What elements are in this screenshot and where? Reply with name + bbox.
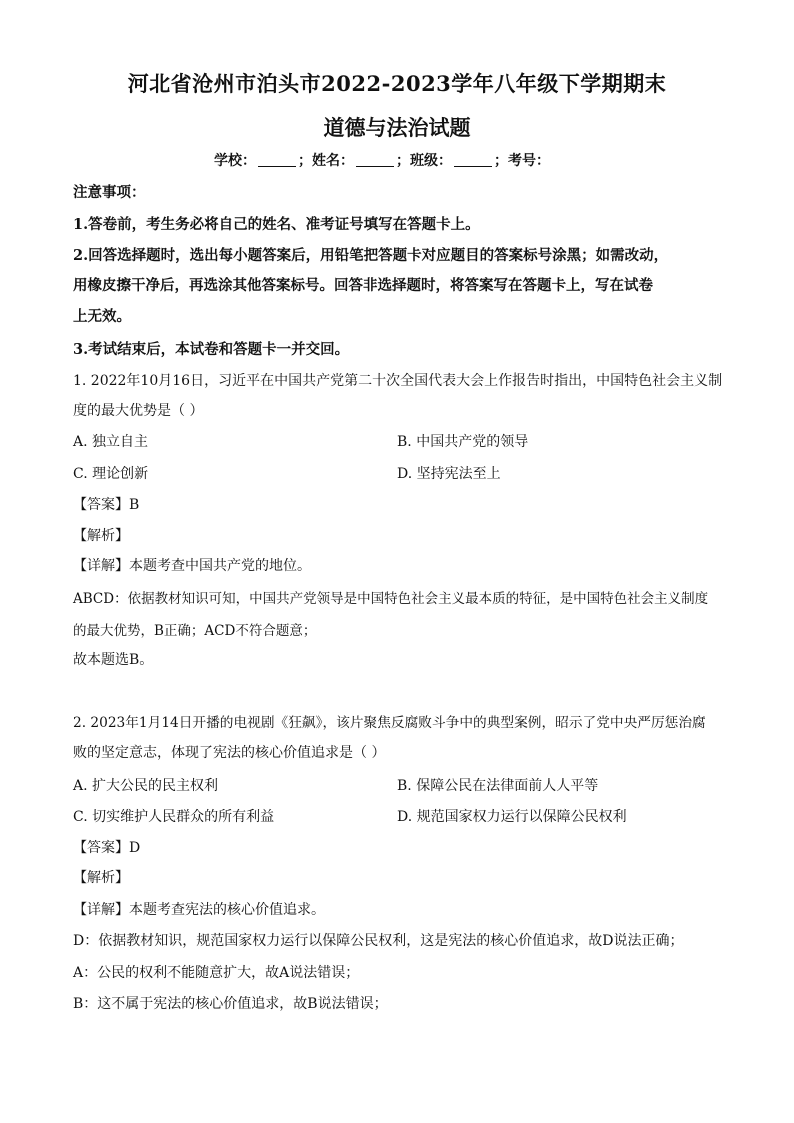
q1-detail: 【详解】本题考查中国共产党的地位。 <box>73 558 311 574</box>
q1-analysis-label: 【解析】 <box>73 528 129 544</box>
q1-option-a: A. 独立自主 <box>73 434 149 450</box>
school-blank <box>258 152 296 167</box>
class-label: ；班级： <box>396 153 452 169</box>
q1-stem-line-1: 1. 2022年10月16日，习近平在中国共产党第二十次全国代表大会上作报告时指出，中国特色社会主义制 <box>73 373 723 389</box>
q1-option-b: B. 中国共产党的领导 <box>397 434 529 450</box>
notice-heading: 注意事项： <box>73 184 146 201</box>
school-label: 学校： <box>214 153 256 169</box>
q1-conclusion: 故本题选B。 <box>73 652 154 668</box>
q1-explanation-line-1: ABCD：依据教材知识可知，中国共产党领导是中国特色社会主义最本质的特征，是中国特色社会主义制度 <box>73 591 709 607</box>
q1-explanation-line-2: 的最大优势，B正确；ACD不符合题意； <box>73 623 317 639</box>
q2-analysis-label: 【解析】 <box>73 870 129 886</box>
exam-no-label: ；考号： <box>494 153 550 169</box>
q1-option-c: C. 理论创新 <box>73 466 149 482</box>
student-info-line <box>0 150 794 170</box>
class-blank <box>454 152 492 167</box>
q2-answer: 【答案】D <box>73 840 141 856</box>
q1-stem-line-2: 度的最大优势是（ ） <box>73 403 204 419</box>
notice-item-1: 1.答卷前，考生务必将自己的姓名、准考证号填写在答题卡上。 <box>73 216 480 233</box>
notice-item-2-line-3: 上无效。 <box>73 308 131 325</box>
q2-stem-line-2: 败的坚定意志，体现了宪法的核心价值追求是（ ） <box>73 745 386 761</box>
notice-item-3: 3.考试结束后，本试卷和答题卡一并交回。 <box>73 341 350 358</box>
notice-item-2-line-2: 用橡皮擦干净后，再选涂其他答案标号。回答非选择题时，将答案写在答题卡上，写在试卷 <box>73 277 653 294</box>
q2-option-d: D. 规范国家权力运行以保障公民权利 <box>397 809 627 825</box>
exam-subtitle: 道德与法治试题 <box>323 115 471 140</box>
exam-title: 河北省沧州市泊头市2022-2023学年八年级下学期期末 <box>127 71 667 96</box>
name-label: ；姓名： <box>298 153 354 169</box>
q2-option-a: A. 扩大公民的民主权利 <box>73 778 219 794</box>
name-blank <box>356 152 394 167</box>
q2-stem-line-1: 2. 2023年1月14日开播的电视剧《狂飙》，该片聚焦反腐败斗争中的典型案例，昭示了党中央严厉惩治腐 <box>73 715 706 731</box>
q2-option-b: B. 保障公民在法律面前人人平等 <box>397 778 599 794</box>
q2-option-c: C. 切实维护人民群众的所有利益 <box>73 809 275 825</box>
q2-explanation-d: D：依据教材知识，规范国家权力运行以保障公民权利，这是宪法的核心价值追求，故D说法正确； <box>73 933 684 949</box>
q2-detail: 【详解】本题考查宪法的核心价值追求。 <box>73 902 325 918</box>
q2-explanation-b: B：这不属于宪法的核心价值追求，故B说法错误； <box>73 996 388 1012</box>
q1-option-d: D. 坚持宪法至上 <box>397 466 501 482</box>
notice-item-2-line-1: 2.回答选择题时，选出每小题答案后，用铅笔把答题卡对应题目的答案标号涂黑；如需改动， <box>73 247 669 264</box>
q2-explanation-a: A：公民的权利不能随意扩大，故A说法错误； <box>73 965 360 981</box>
q1-answer: 【答案】B <box>73 497 140 513</box>
